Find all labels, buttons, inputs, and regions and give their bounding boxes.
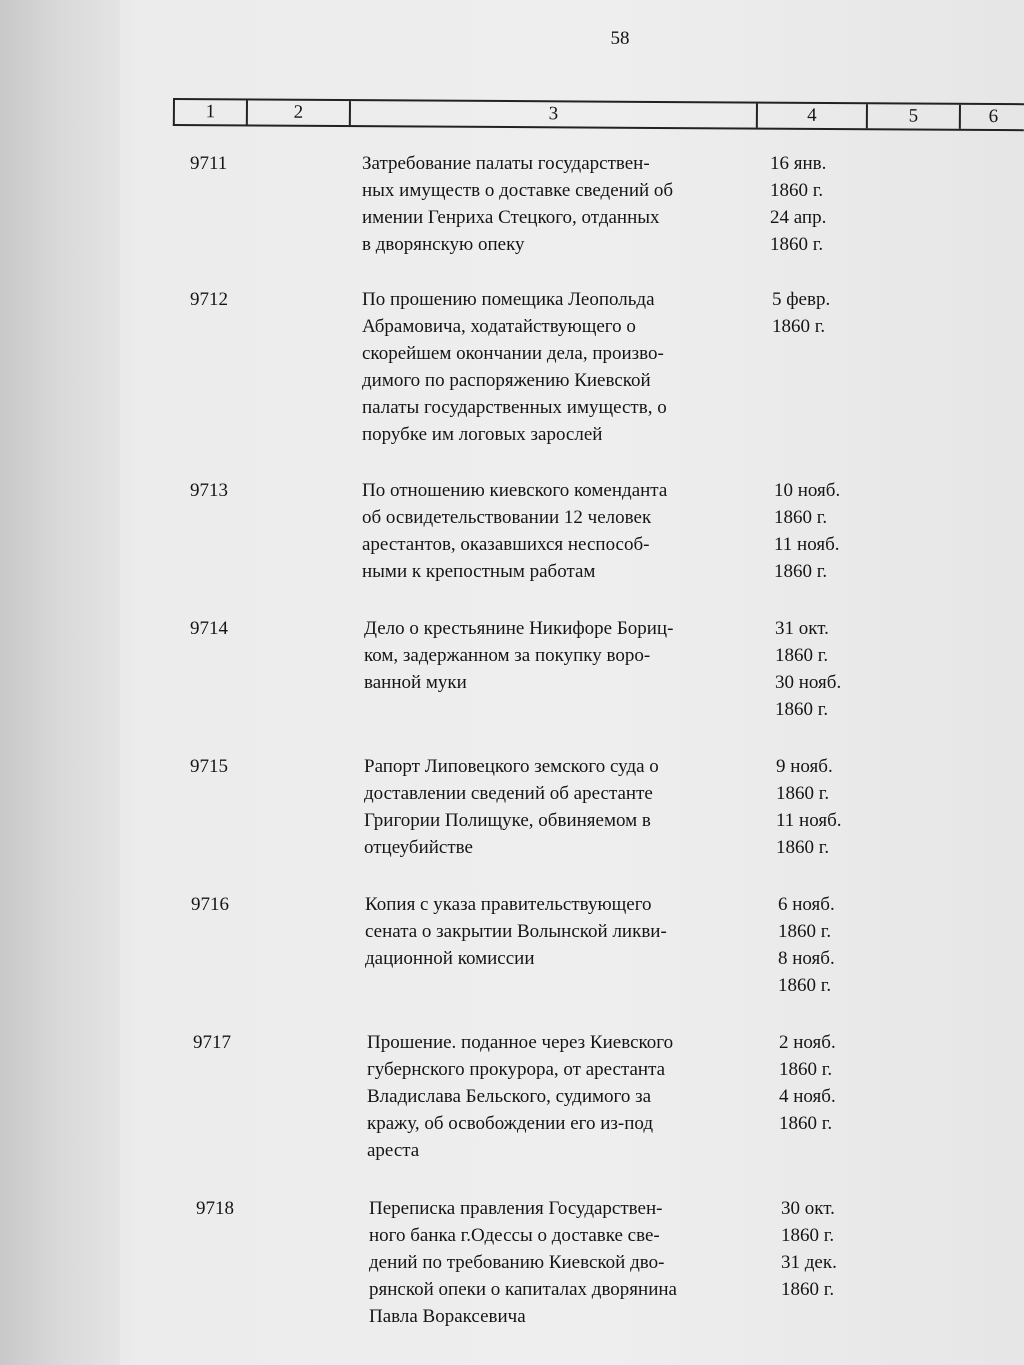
entry-number: 9716	[191, 894, 229, 915]
facing-page-edge	[0, 0, 120, 1365]
entry-number: 9712	[190, 289, 228, 310]
date-line: 31 дек.	[781, 1252, 837, 1273]
entry-dates	[778, 891, 835, 999]
date-line: 11 нояб.	[774, 534, 840, 555]
date-line: 1860 г.	[776, 837, 830, 858]
description-line: Прошение. поданное через Киевского	[367, 1032, 674, 1053]
description-line: Копия с указа правительствующего	[365, 894, 652, 915]
date-line: 1860 г.	[781, 1225, 835, 1246]
description-line: кражу, об освобождении его из-под	[367, 1113, 654, 1134]
column-header-3: 3	[351, 101, 758, 127]
description-line: Переписка правления Государствен-	[369, 1198, 663, 1219]
entry-dates	[772, 286, 830, 340]
date-line: 1860 г.	[778, 921, 832, 942]
entry-description	[369, 1195, 677, 1330]
date-line: 1860 г.	[770, 180, 824, 201]
date-line: 30 нояб.	[775, 672, 842, 693]
description-line: дационной комиссии	[365, 948, 535, 969]
description-line: ареста	[367, 1140, 420, 1161]
column-header-6: 6	[988, 105, 999, 128]
column-header-4: 4	[758, 104, 868, 129]
description-line: ных имуществ о доставке сведений об	[362, 180, 674, 201]
column-header-1: 1	[175, 100, 248, 124]
entry-description	[362, 150, 673, 258]
description-line: арестантов, оказавшихся неспособ-	[362, 534, 650, 555]
entry-dates	[781, 1195, 837, 1303]
entry-dates	[770, 150, 826, 258]
entry-dates	[774, 477, 840, 585]
date-line: 1860 г.	[778, 975, 832, 996]
date-line: 1860 г.	[774, 561, 828, 582]
entry-number: 9713	[190, 480, 228, 501]
date-line: 1860 г.	[779, 1059, 833, 1080]
description-line: в дворянскую опеку	[362, 234, 525, 255]
description-line: сената о закрытии Волынской ликви-	[365, 921, 667, 942]
description-line: палаты государственных имуществ, о	[362, 397, 667, 418]
entry-description	[362, 286, 667, 448]
entry-description	[367, 1029, 673, 1164]
entry-dates	[776, 753, 842, 861]
description-line: об освидетельствовании 12 человек	[362, 507, 652, 528]
entry-number: 9714	[190, 618, 228, 639]
date-line: 1860 г.	[775, 699, 829, 720]
description-line: скорейшем окончании дела, произво-	[362, 343, 664, 364]
date-line: 31 окт.	[775, 618, 829, 639]
date-line: 1860 г.	[781, 1279, 835, 1300]
description-line: рянской опеки о капиталах дворянина	[369, 1279, 677, 1300]
entry-dates	[779, 1029, 836, 1137]
description-line: имении Генриха Стецкого, отданных	[362, 207, 660, 228]
description-line: Рапорт Липовецкого земского суда о	[364, 756, 659, 777]
date-line: 30 окт.	[781, 1198, 835, 1219]
date-line: 24 апр.	[770, 207, 827, 228]
entry-description	[364, 753, 659, 861]
column-header-table	[173, 98, 1024, 131]
date-line: 9 нояб.	[776, 756, 833, 777]
entry-number: 9711	[190, 153, 228, 174]
description-line: димого по распоряжению Киевской	[362, 370, 651, 391]
description-line: ванной муки	[364, 672, 467, 693]
entry-description	[364, 615, 673, 696]
date-line: 8 нояб.	[778, 948, 835, 969]
date-line: 1860 г.	[772, 316, 826, 337]
entry-dates	[775, 615, 841, 723]
entry-description	[362, 477, 667, 585]
description-line: ного банка г.Одессы о доставке све-	[369, 1225, 660, 1246]
date-line: 1860 г.	[779, 1113, 833, 1134]
description-line: ными к крепостным работам	[362, 561, 596, 582]
date-line: 10 нояб.	[774, 480, 841, 501]
entry-description	[365, 891, 667, 972]
description-line: дений по требованию Киевской дво-	[369, 1252, 665, 1273]
entry-number: 9715	[190, 756, 228, 777]
description-line: губернского прокурора, от арестанта	[367, 1059, 666, 1080]
description-line: Дело о крестьянине Никифоре Бориц-	[364, 618, 674, 639]
entry-number: 9717	[193, 1032, 231, 1053]
description-line: Павла Вораксевича	[369, 1306, 526, 1327]
date-line: 1860 г.	[775, 645, 829, 666]
column-header-2: 2	[248, 100, 351, 125]
description-line: Абрамовича, ходатайствующего о	[362, 316, 636, 337]
description-line: отцеубийстве	[364, 837, 473, 858]
description-line: По отношению киевского коменданта	[362, 480, 668, 501]
description-line: ком, задержанном за покупку воро-	[364, 645, 651, 666]
description-line: доставлении сведений об арестанте	[364, 783, 653, 804]
date-line: 5 февр.	[772, 289, 831, 310]
date-line: 1860 г.	[774, 507, 828, 528]
description-line: Григории Полищуке, обвиняемом в	[364, 810, 651, 831]
description-line: порубке им логовых зарослей	[362, 424, 603, 445]
date-line: 1860 г.	[770, 234, 824, 255]
date-line: 1860 г.	[776, 783, 830, 804]
description-line: По прошению помещика Леопольда	[362, 289, 655, 310]
description-line: Владислава Бельского, судимого за	[367, 1086, 652, 1107]
entry-number: 9718	[196, 1198, 234, 1219]
date-line: 2 нояб.	[779, 1032, 836, 1053]
date-line: 4 нояб.	[779, 1086, 836, 1107]
date-line: 6 нояб.	[778, 894, 835, 915]
page-number: 58	[610, 28, 630, 49]
date-line: 16 янв.	[770, 153, 827, 174]
date-line: 11 нояб.	[776, 810, 842, 831]
description-line: Затребование палаты государствен-	[362, 153, 650, 174]
column-header-5: 5	[868, 104, 961, 129]
